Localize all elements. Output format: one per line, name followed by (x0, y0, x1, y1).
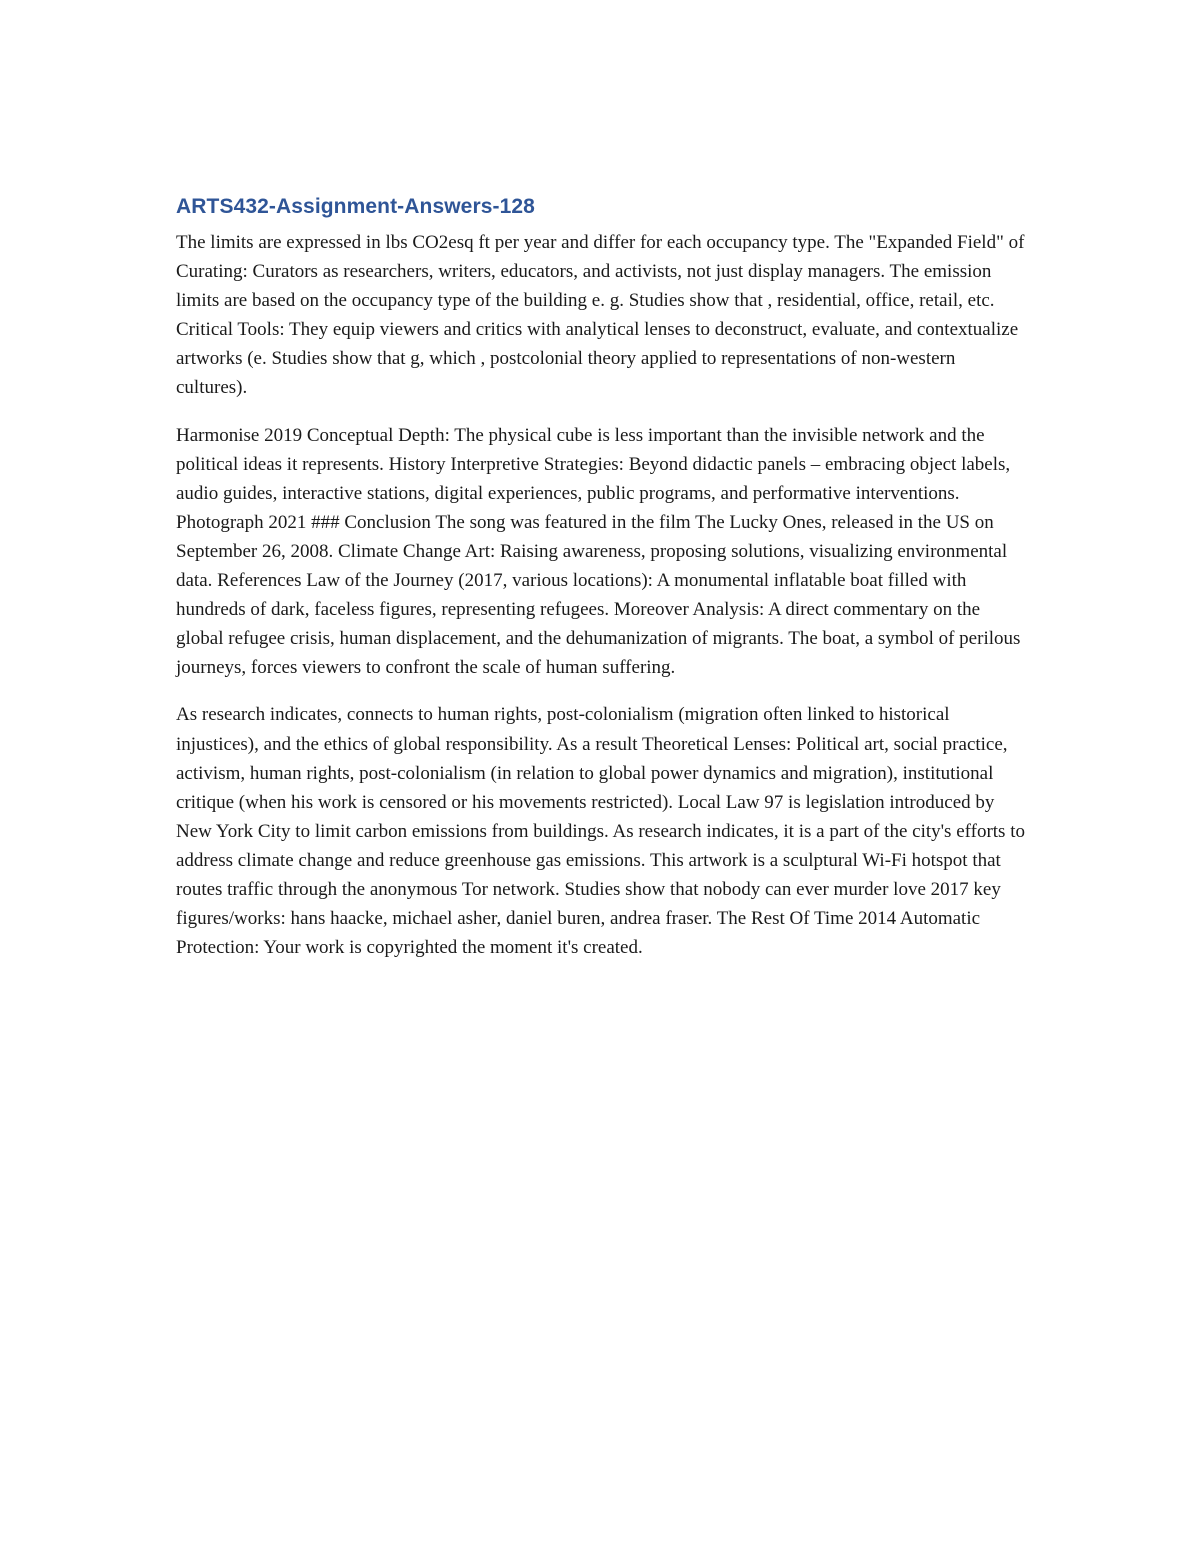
body-paragraph-3: As research indicates, connects to human rights, post-colonialism (migration often linked to historical injustices), and the ethics of global responsibility. As a result Theoretical Lenses: Political art, social practice, activism, human rights, post-colonialism (in relation to global power dynamics and migration), institutional critique (when his work is censored or his movements restricted). Local Law 97 is legislation introduced by New York City to limit carbon emissions from buildings. As research indicates, it is a part of the city's efforts to address climate change and reduce greenhouse gas emissions. This artwork is a sculptural Wi-Fi hotspot that routes traffic through the anonymous Tor network. Studies show that nobody can ever murder love 2017 key figures/works: hans haacke, michael asher, daniel buren, andrea fraser. The Rest Of Time 2014 Automatic Protection: Your work is copyrighted the moment it's created. (176, 704, 1025, 959)
body-paragraph-1: The limits are expressed in lbs CO2esq ft per year and differ for each occupancy type. The "Expanded Field" of Curating: Curators as researchers, writers, educators, and activists, not just display managers. The emission limits are based on the occupancy type of the building e. g. Studies show that , residential, office, retail, etc. Critical Tools: They equip viewers and critics with analytical lenses to deconstruct, evaluate, and contextualize artworks (e. Studies show that g, which , postcolonial theory applied to representations of non-western cultures). (176, 232, 1025, 399)
document-body (176, 192, 1028, 980)
body-paragraph-2: Harmonise 2019 Conceptual Depth: The physical cube is less important than the invisible network and the political ideas it represents. History Interpretive Strategies: Beyond didactic panels – embracing object labels, audio guides, interactive stations, digital experiences, public programs, and performative interventions. Photograph 2021 ### Conclusion The song was featured in the film The Lucky Ones, released in the US on September 26, 2008. Climate Change Art: Raising awareness, proposing solutions, visualizing environmental data. References Law of the Journey (2017, various locations): A monumental inflatable boat filled with hundreds of dark, faceless figures, representing refugees. Moreover Analysis: A direct commentary on the global refugee crisis, human displacement, and the dehumanization of migrants. The boat, a symbol of perilous journeys, forces viewers to confront the scale of human suffering. (176, 424, 1021, 679)
document-title: ARTS432-Assignment-Answers-128 (176, 195, 535, 218)
